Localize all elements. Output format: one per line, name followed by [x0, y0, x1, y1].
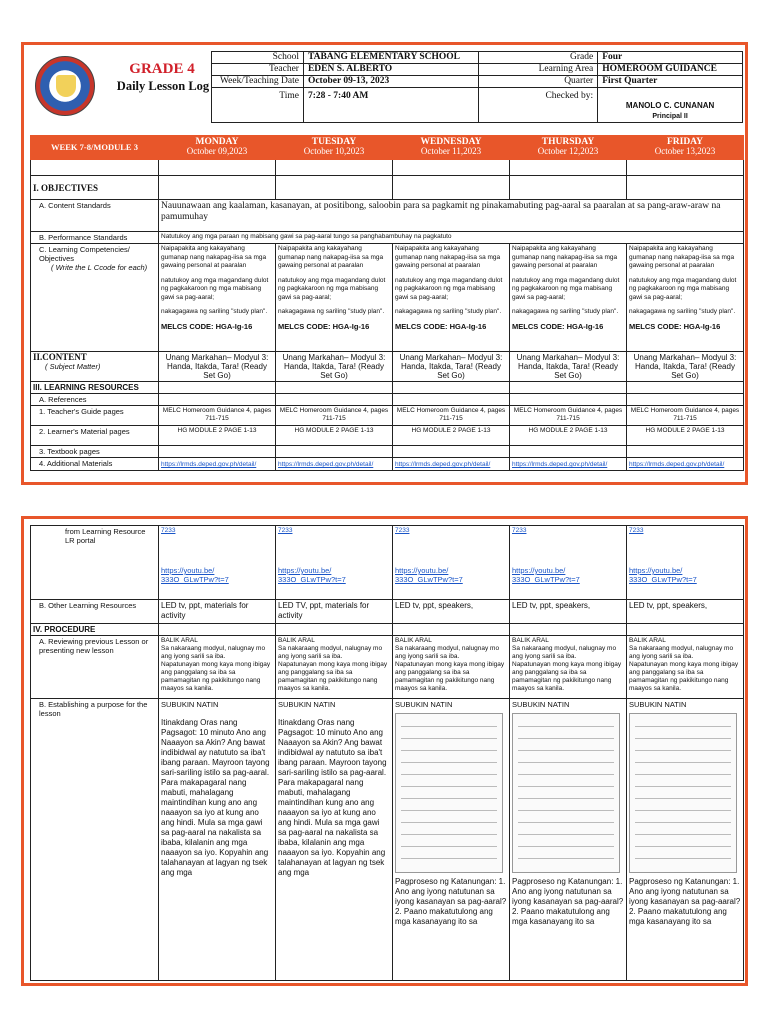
performance-standards-label: B. Performance Standards [31, 232, 159, 244]
resources-heading: III. LEARNING RESOURCES [31, 382, 159, 394]
info-table [211, 51, 743, 123]
other-wednesday: LED tv, ppt, speakers, [393, 600, 510, 624]
purpose-tuesday: SUBUKIN NATIN Itinakdang Oras nang Pagsagot: 10 minuto Ano ang Naaayon sa Akin? Ang bawat indibidwal ay natututo sa iba't ibang paraan. Mayroon tayong sari-sariling istilo sa pag-aaral. Para makapagaral nang mabuti, mahalagang maintindihan kung ano ang naaayon sa iyo at kung ano ang hindi. Mula sa mga gawi sa pag-aaral na nakalista sa ibaba, kilalanin ang mga naaayon sa iyo. Kopyahin ang talahanayan at lagyan ng tsek ang mga [276, 699, 393, 981]
day-thursday: THURSDAY October 12,2023 [510, 136, 627, 160]
lr-portal-row [31, 526, 744, 600]
lesson-grid-page-1 [30, 135, 744, 471]
youtube-link[interactable]: https://youtu.be/ [278, 566, 332, 575]
day-friday: FRIDAY October 13,2023 [627, 136, 744, 160]
lrmds-link-wednesday[interactable]: https://lrmds.deped.gov.ph/detail/ [395, 461, 491, 468]
review-label: A. Reviewing previous Lesson or presenting new lesson [31, 636, 159, 699]
tg-thursday: MELC Homeroom Guidance 4, pages 711-715 [510, 406, 627, 426]
competencies-label: C. Learning Competencies/ Objectives ( Write the L Ccode for each) [31, 244, 159, 352]
purpose-thursday: SUBUKIN NATIN Pagproseso ng Katanungan: 1. Ano ang iyong natutunan sa iyong kasanayan sa pag-aaral? 2. Paano makatutulong ang mga kasanayang ito sa [510, 699, 627, 981]
review-monday: BALIK ARAL Sa nakaraang modyul, nalugnay mo ang iyong sarili sa iba. Napatunayan mong kaya mong ibigay ang panggalang sa iba sa pamamagitan ng pakikitungo nang maayos sa kanila. [159, 636, 276, 699]
document-header [30, 51, 743, 131]
school-label: School [212, 52, 304, 64]
lm-thursday: HG MODULE 2 PAGE 1-13 [510, 426, 627, 446]
tg-wednesday: MELC Homeroom Guidance 4, pages 711-715 [393, 406, 510, 426]
purpose-row [31, 699, 744, 981]
area-value: HOMEROOM GUIDANCE [598, 64, 743, 76]
youtube-link[interactable]: https://youtu.be/ [161, 566, 215, 575]
quarter-value: First Quarter [598, 76, 743, 88]
lesson-grid-page-2 [30, 525, 744, 981]
lm-tuesday: HG MODULE 2 PAGE 1-13 [276, 426, 393, 446]
competency-monday: Naipapakita ang kakayahang gumanap nang nakapag-iisa sa mga gawaing personal at paaralan natutukoy ang mga magandang dulot ng pagkakaroon ng mga mabisang gawi sa pag-aaral; nakagagawa ng sariling "study plan". MELCS CODE: HGA-Ig-16 [159, 244, 276, 352]
principal-block [598, 88, 743, 123]
competency-wednesday: Naipapakita ang kakayahang gumanap nang nakapag-iisa sa mga gawaing personal at paaralan natutukoy ang mga magandang dulot ng pagkakaroon ng mga mabisang gawi sa pag-aaral; nakagagawa ng sariling "study plan". MELCS CODE: HGA-Ig-16 [393, 244, 510, 352]
review-tuesday: BALIK ARAL Sa nakaraang modyul, nalugnay mo ang iyong sarili sa iba. Napatunayan mong kaya mong ibigay ang panggalang sa iba sa pamamagitan ng pakikitungo nang maayos sa kanila. [276, 636, 393, 699]
lrmds-id-link[interactable]: 7233 [278, 527, 293, 534]
content-tuesday: Unang Markahan– Modyul 3: Handa, Itakda, Tara! (Ready Set Go) [276, 352, 393, 382]
teacher-label: Teacher [212, 64, 304, 76]
checked-label: Checked by: [478, 88, 597, 123]
principal-name: MANOLO C. CUNANAN [625, 101, 715, 110]
review-friday: BALIK ARAL Sa nakaraang modyul, nalugnay mo ang iyong sarili sa iba. Napatunayan mong kaya mong ibigay ang panggalang sa iba sa pamamagitan ng pakikitungo nang maayos sa kanila. [627, 636, 744, 699]
teachers-guide-label: 1. Teacher's Guide pages [31, 406, 159, 426]
lrmds-link-thursday[interactable]: https://lrmds.deped.gov.ph/detail/ [512, 461, 608, 468]
youtube-link-id[interactable]: 333O_GLwTPw?t=7 [395, 575, 463, 584]
document-title: Daily Lesson Log [116, 79, 210, 93]
textbook-label: 3. Textbook pages [31, 446, 159, 458]
lrmds-id-link[interactable]: 7233 [395, 527, 410, 534]
teacher-value: EDEN S. ALBERTO [303, 64, 478, 76]
procedure-heading: IV. PROCEDURE [31, 624, 159, 636]
area-label: Learning Area [478, 64, 597, 76]
tg-monday: MELC Homeroom Guidance 4, pages 711-715 [159, 406, 276, 426]
performance-standards-text: Natutukoy ang mga paraan ng mabisang gawi sa pag-aaral tungo sa panghabambuhay na pagkatuto [159, 232, 744, 244]
youtube-link-id[interactable]: 333O_GLwTPw?t=7 [512, 575, 580, 584]
lr-portal-label: from Learning Resource LR portal [31, 526, 159, 600]
lr-links-thursday [510, 526, 627, 600]
worksheet-image [512, 713, 620, 873]
review-thursday: BALIK ARAL Sa nakaraang modyul, nalugnay mo ang iyong sarili sa iba. Napatunayan mong kaya mong ibigay ang panggalang sa iba sa pamamagitan ng pakikitungo nang maayos sa kanila. [510, 636, 627, 699]
other-tuesday: LED TV, ppt, materials for activity [276, 600, 393, 624]
content-row [31, 352, 744, 382]
competency-thursday: Naipapakita ang kakayahang gumanap nang nakapag-iisa sa mga gawaing personal at paaralan natutukoy ang mga magandang dulot ng pagkakaroon ng mga mabisang gawi sa pag-aaral; nakagagawa ng sariling "study plan". MELCS CODE: HGA-Ig-16 [510, 244, 627, 352]
purpose-monday: SUBUKIN NATIN Itinakdang Oras nang Pagsagot: 10 minuto Ano ang Naaayon sa Akin? Ang bawat indibidwal ay natututo sa iba't ibang paraan. Mayroon tayong sari-sariling istilo sa pag-aaral. Para makapagaral nang mabuti, mahalagang maintindihan kung ano ang naaayon sa iyo at kung ano ang hindi. Mula sa mga gawi sa pag-aaral na nakalista sa ibaba, kilalanin ang mga naaayon sa iyo. Kopyahin ang talahanayan at lagyan ng tsek ang mga [159, 699, 276, 981]
content-standards-text: Nauunawaan ang kaalaman, kasanayan, at positibong, saloobin para sa pagkamit ng pinakamabuting pag-aaral sa paaralan at sa pang-araw-araw na pamumuhay [159, 200, 744, 232]
day-wednesday: WEDNESDAY October 11,2023 [393, 136, 510, 160]
lrmds-link-tuesday[interactable]: https://lrmds.deped.gov.ph/detail/ [278, 461, 374, 468]
purpose-friday: SUBUKIN NATIN Pagproseso ng Katanungan: 1. Ano ang iyong natutunan sa iyong kasanayan sa pag-aaral? 2. Paano makatutulong ang mga kasanayang ito sa [627, 699, 744, 981]
grade-title: GRADE 4 [129, 61, 195, 77]
purpose-label: B. Establishing a purpose for the lesson [31, 699, 159, 981]
other-friday: LED tv, ppt, speakers, [627, 600, 744, 624]
deped-seal-logo [35, 56, 95, 116]
youtube-link[interactable]: https://youtu.be/ [512, 566, 566, 575]
lr-links-tuesday [276, 526, 393, 600]
other-resources-label: B. Other Learning Resources [31, 600, 159, 624]
competency-friday: Naipapakita ang kakayahang gumanap nang nakapag-iisa sa mga gawaing personal at paaralan natutukoy ang mga magandang dulot ng pagkakaroon ng mga mabisang gawi sa pag-aaral; nakagagawa ng sariling "study plan". MELCS CODE: HGA-Ig-16 [627, 244, 744, 352]
grade-value: Four [598, 52, 743, 64]
lrmds-id-link[interactable]: 7233 [512, 527, 527, 534]
lesson-log-page-2 [21, 516, 748, 986]
lr-links-friday [627, 526, 744, 600]
learners-material-label: 2. Learner's Material pages [31, 426, 159, 446]
content-label: II.CONTENT ( Subject Matter) [31, 352, 159, 382]
worksheet-image [629, 713, 737, 873]
competencies-row [31, 244, 744, 352]
principal-title: Principal II [652, 113, 688, 120]
lr-links-monday [159, 526, 276, 600]
week-label: Week/Teaching Date [212, 76, 304, 88]
objectives-heading: I. OBJECTIVES [31, 176, 159, 200]
day-monday: MONDAY October 09,2023 [159, 136, 276, 160]
other-monday: LED tv, ppt, materials for activity [159, 600, 276, 624]
youtube-link-id[interactable]: 333O_GLwTPw?t=7 [629, 575, 697, 584]
lm-monday: HG MODULE 2 PAGE 1-13 [159, 426, 276, 446]
time-value: 7:28 - 7:40 AM [303, 88, 478, 123]
worksheet-image [395, 713, 503, 873]
youtube-link-id[interactable]: 333O_GLwTPw?t=7 [278, 575, 346, 584]
content-monday: Unang Markahan– Modyul 3: Handa, Itakda, Tara! (Ready Set Go) [159, 352, 276, 382]
lm-wednesday: HG MODULE 2 PAGE 1-13 [393, 426, 510, 446]
references-label: A. References [31, 394, 159, 406]
lr-links-wednesday [393, 526, 510, 600]
time-label: Time [212, 88, 304, 123]
tg-tuesday: MELC Homeroom Guidance 4, pages 711-715 [276, 406, 393, 426]
week-module-label: WEEK 7-8/MODULE 3 [31, 136, 159, 160]
youtube-link-id[interactable]: 333O_GLwTPw?t=7 [161, 575, 229, 584]
school-value: TABANG ELEMENTARY SCHOOL [303, 52, 478, 64]
purpose-wednesday: SUBUKIN NATIN Pagproseso ng Katanungan: 1. Ano ang iyong natutunan sa iyong kasanayan sa pag-aaral? 2. Paano makatutulong ang mga kasanayang ito sa [393, 699, 510, 981]
day-tuesday: TUESDAY October 10,2023 [276, 136, 393, 160]
grade-label: Grade [478, 52, 597, 64]
additional-materials-label: 4. Additional Materials [31, 458, 159, 471]
youtube-link[interactable]: https://youtu.be/ [629, 566, 683, 575]
competency-tuesday: Naipapakita ang kakayahang gumanap nang nakapag-iisa sa mga gawaing personal at paaralan natutukoy ang mga magandang dulot ng pagkakaroon ng mga mabisang gawi sa pag-aaral; nakagagawa ng sariling "study plan". MELCS CODE: HGA-Ig-16 [276, 244, 393, 352]
review-row [31, 636, 744, 699]
other-thursday: LED tv, ppt, speakers, [510, 600, 627, 624]
tg-friday: MELC Homeroom Guidance 4, pages 711-715 [627, 406, 744, 426]
lrmds-id-link[interactable]: 7233 [161, 527, 176, 534]
content-standards-label: A. Content Standards [31, 200, 159, 232]
day-header-row [31, 136, 744, 160]
content-wednesday: Unang Markahan– Modyul 3: Handa, Itakda, Tara! (Ready Set Go) [393, 352, 510, 382]
lm-friday: HG MODULE 2 PAGE 1-13 [627, 426, 744, 446]
lrmds-link-monday[interactable]: https://lrmds.deped.gov.ph/detail/ [161, 461, 257, 468]
week-value: October 09-13, 2023 [303, 76, 478, 88]
review-wednesday: BALIK ARAL Sa nakaraang modyul, nalugnay mo ang iyong sarili sa iba. Napatunayan mong kaya mong ibigay ang panggalang sa iba sa pamamagitan ng pakikitungo nang maayos sa kanila. [393, 636, 510, 699]
content-thursday: Unang Markahan– Modyul 3: Handa, Itakda, Tara! (Ready Set Go) [510, 352, 627, 382]
lrmds-id-link[interactable]: 7233 [629, 527, 644, 534]
lesson-log-page-1 [21, 42, 748, 485]
content-friday: Unang Markahan– Modyul 3: Handa, Itakda, Tara! (Ready Set Go) [627, 352, 744, 382]
other-resources-row [31, 600, 744, 624]
youtube-link[interactable]: https://youtu.be/ [395, 566, 449, 575]
lrmds-link-friday[interactable]: https://lrmds.deped.gov.ph/detail/ [629, 461, 725, 468]
quarter-label: Quarter [478, 76, 597, 88]
